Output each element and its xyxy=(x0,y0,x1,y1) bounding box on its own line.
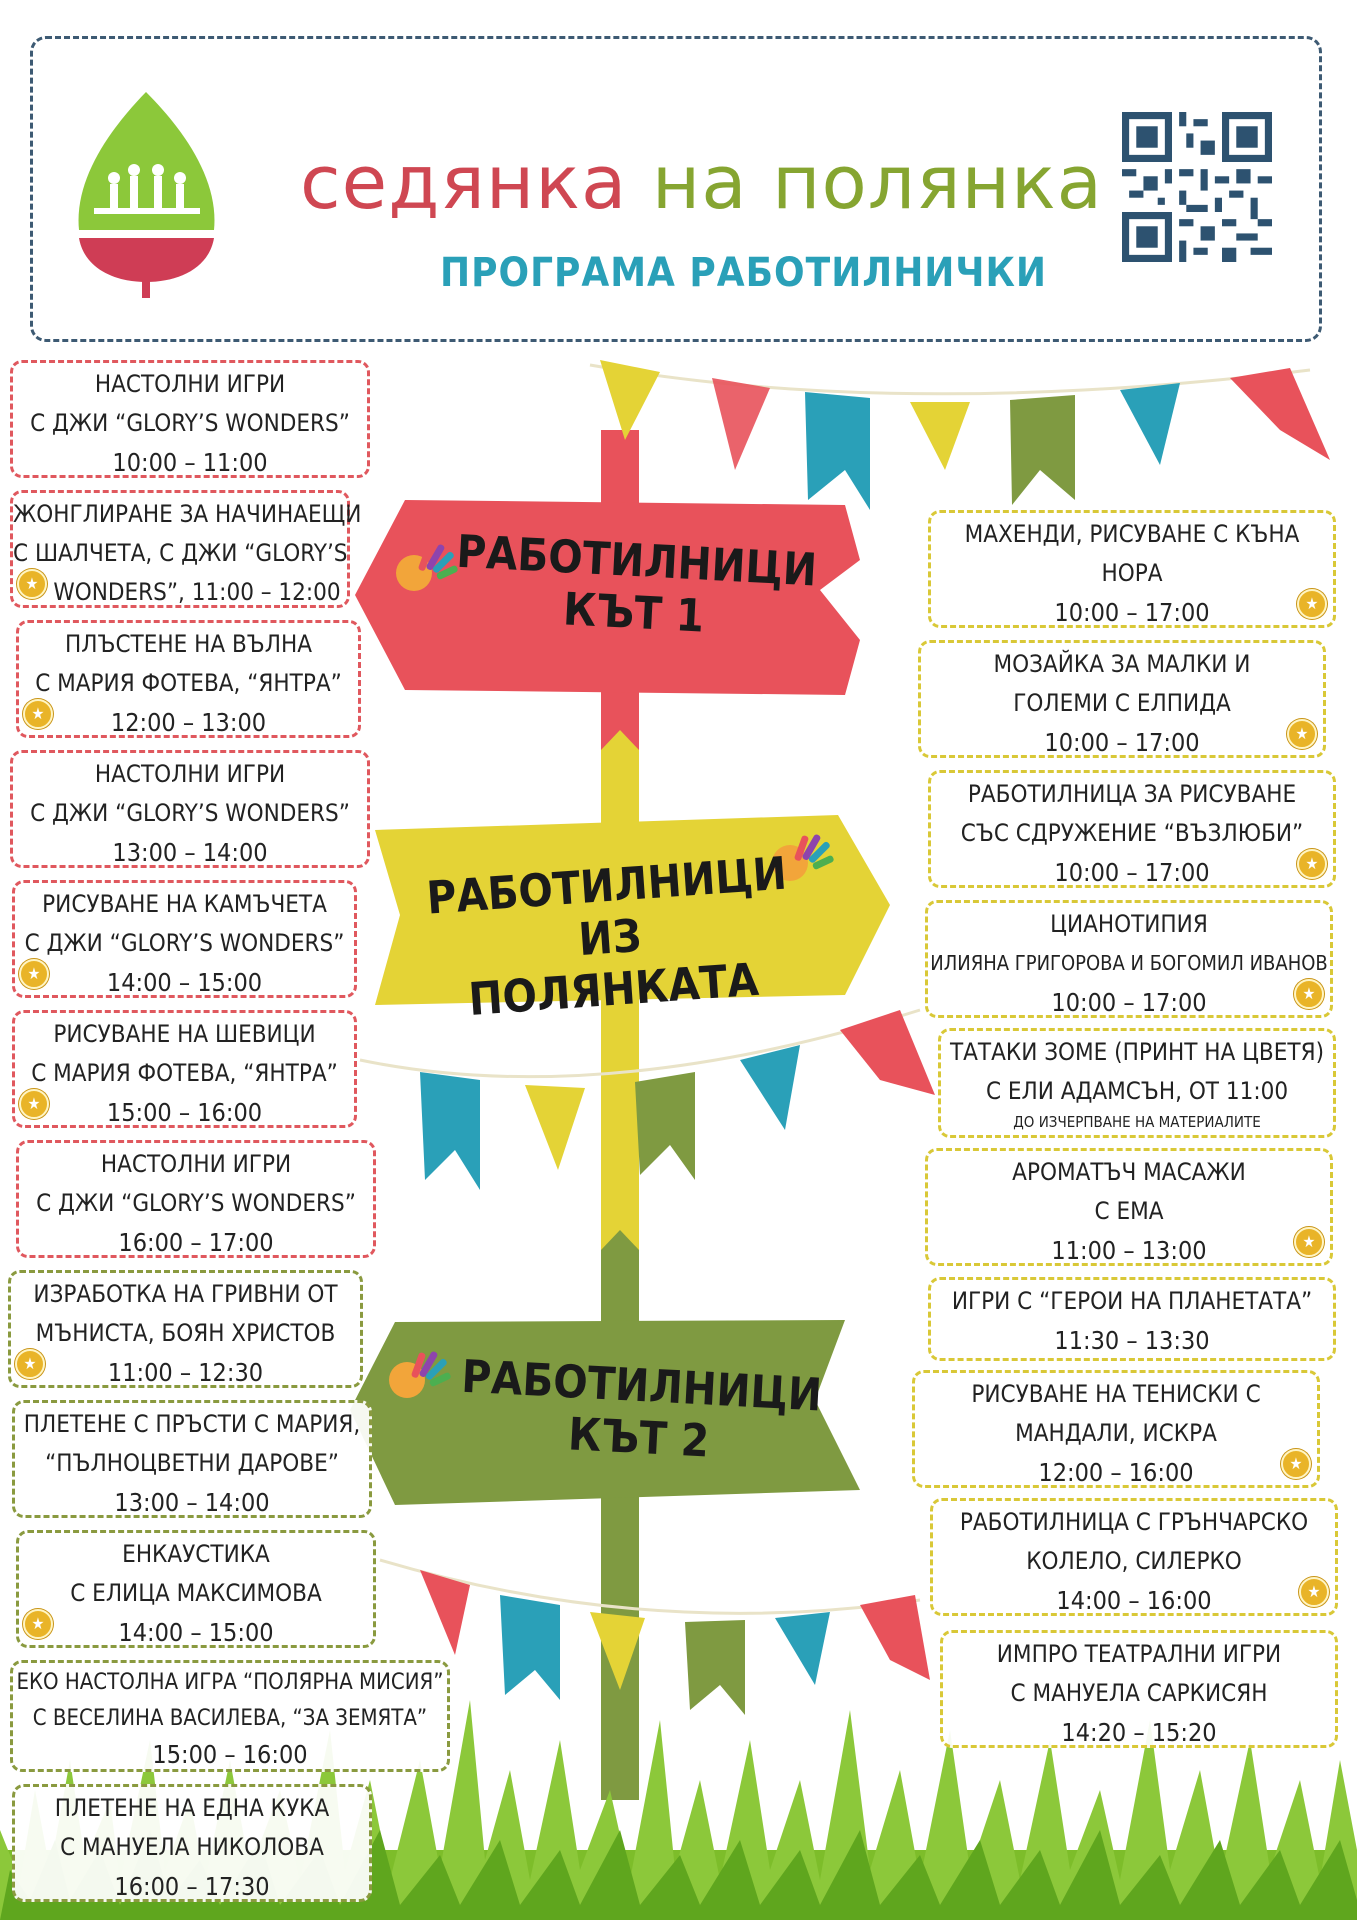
card-line: НОРА xyxy=(1101,559,1163,587)
card-time: 11:30 – 13:30 xyxy=(1054,1326,1210,1355)
workshop-card xyxy=(10,750,370,868)
workshop-card xyxy=(12,1784,372,1902)
workshop-card xyxy=(8,1270,363,1388)
star-icon: ★ xyxy=(17,569,47,599)
workshop-card xyxy=(925,900,1333,1018)
qr-code-icon[interactable] xyxy=(1122,112,1272,262)
workshop-card xyxy=(940,1630,1338,1748)
workshop-card xyxy=(928,1277,1336,1361)
card-time: 13:00 – 14:00 xyxy=(114,1488,270,1517)
card-line: ИМПРО ТЕАТРАЛНИ ИГРИ xyxy=(996,1640,1282,1668)
workshop-card xyxy=(918,640,1326,758)
signpost-pole-green xyxy=(601,1230,639,1800)
workshop-card xyxy=(912,1370,1320,1488)
star-icon: ★ xyxy=(23,1609,53,1639)
star-icon: ★ xyxy=(1294,979,1324,1009)
workshop-card xyxy=(12,1010,357,1128)
bunting-lower xyxy=(420,1570,930,1715)
card-line: С ЕЛИЦА МАКСИМОВА xyxy=(70,1579,322,1607)
card-line: РАБОТИЛНИЦА ЗА РИСУВАНЕ xyxy=(967,780,1297,808)
sign-corner-1 xyxy=(453,526,818,649)
workshop-card xyxy=(16,1140,376,1258)
card-line: КОЛЕЛО, СИЛЕРКО xyxy=(1026,1547,1242,1575)
card-line: АРОМАТЪЧ МАСАЖИ xyxy=(1012,1158,1246,1186)
card-time: 13:00 – 14:00 xyxy=(112,838,268,867)
sign-meadow xyxy=(425,848,795,1029)
star-icon: ★ xyxy=(1299,1577,1329,1607)
card-line: С ДЖИ “GLORY’S WONDERS” xyxy=(36,1189,356,1217)
card-note: ДО ИЗЧЕРПВАНЕ НА МАТЕРИАЛИТЕ xyxy=(1013,1113,1261,1131)
card-time: 10:00 – 17:00 xyxy=(1054,598,1210,627)
card-line: ПЛЕТЕНЕ НА ЕДНА КУКА xyxy=(54,1794,330,1822)
card-line: ПЛЕТЕНЕ С ПРЪСТИ С МАРИЯ, xyxy=(23,1410,361,1438)
program-subtitle: ПРОГРАМА РАБОТИЛНИЧКИ xyxy=(440,250,1048,296)
card-line: С ДЖИ “GLORY’S WONDERS” xyxy=(30,409,350,437)
card-line: ЖОНГЛИРАНЕ ЗА НАЧИНАЕЩИ xyxy=(13,500,362,528)
card-line: МАНДАЛИ, ИСКРА xyxy=(1015,1419,1217,1447)
workshop-card xyxy=(930,1498,1338,1616)
card-line: РИСУВАНЕ НА КАМЪЧЕТА xyxy=(42,890,327,918)
card-time: 12:00 – 13:00 xyxy=(110,708,267,737)
workshop-card xyxy=(928,770,1336,888)
card-line: ИЗРАБОТКА НА ГРИВНИ ОТ xyxy=(33,1280,338,1308)
card-line: ТАТАКИ ЗОМЕ (ПРИНТ НА ЦВЕТЯ) xyxy=(949,1038,1324,1066)
workshop-card xyxy=(928,510,1336,628)
card-time: 10:00 – 11:00 xyxy=(112,448,268,477)
workshop-card xyxy=(16,1530,376,1648)
card-line: НАСТОЛНИ ИГРИ xyxy=(94,760,286,788)
card-line: ПЛЪСТЕНЕ НА ВЪЛНА xyxy=(64,630,312,658)
bunting-middle xyxy=(420,1010,935,1190)
card-line: С ЕМА xyxy=(1094,1197,1164,1225)
sign-line: РАБОТИЛНИЦИ xyxy=(455,524,819,597)
sign-line: РАБОТИЛНИЦИ xyxy=(460,1349,824,1422)
card-time: 11:00 – 13:00 xyxy=(1051,1236,1207,1265)
card-line: С ШАЛЧЕТА, С ДЖИ “GLORY’S xyxy=(13,539,348,567)
workshop-card xyxy=(16,620,361,738)
title-word-2: на полянка xyxy=(651,140,1104,226)
card-line: WONDERS”, 11:00 – 12:00 xyxy=(53,578,341,606)
title-word-1: седянка xyxy=(300,140,628,226)
card-line: С ДЖИ “GLORY’S WONDERS” xyxy=(30,799,350,827)
card-time: 15:00 – 16:00 xyxy=(106,1098,263,1127)
card-line: С МАНУЕЛА САРКИСЯН xyxy=(1010,1679,1268,1707)
event-title xyxy=(300,140,1103,226)
card-line: МАХЕНДИ, РИСУВАНЕ С КЪНА xyxy=(964,520,1300,548)
card-time: 14:00 – 15:00 xyxy=(118,1618,274,1647)
workshop-card xyxy=(10,490,362,608)
card-line: ИГРИ С “ГЕРОИ НА ПЛАНЕТАТА” xyxy=(951,1287,1313,1315)
sign-line: КЪТ 2 xyxy=(566,1407,711,1468)
workshop-card xyxy=(925,1148,1333,1266)
card-time: 10:00 – 17:00 xyxy=(1051,988,1207,1017)
card-line: СЪС СДРУЖЕНИЕ “ВЪЗЛЮБИ” xyxy=(960,819,1304,847)
star-icon: ★ xyxy=(19,1089,49,1119)
sign-line: КЪТ 1 xyxy=(561,582,706,643)
card-line: МЪНИСТА, БОЯН ХРИСТОВ xyxy=(35,1319,336,1347)
card-line: РИСУВАНЕ НА ТЕНИСКИ С xyxy=(971,1380,1261,1408)
card-time: 12:00 – 16:00 xyxy=(1038,1458,1194,1487)
card-line: С МАРИЯ ФОТЕВА, “ЯНТРА” xyxy=(31,1059,338,1087)
star-icon: ★ xyxy=(1287,719,1317,749)
workshop-card xyxy=(938,1028,1336,1138)
star-icon: ★ xyxy=(1281,1449,1311,1479)
workshop-card xyxy=(10,1660,450,1772)
card-line: ГОЛЕМИ С ЕЛПИДА xyxy=(1013,689,1231,717)
workshop-card xyxy=(12,880,357,998)
card-line: С ЕЛИ АДАМСЪН, ОТ 11:00 xyxy=(985,1077,1289,1105)
card-time: 10:00 – 17:00 xyxy=(1044,728,1200,757)
card-time: 15:00 – 16:00 xyxy=(152,1740,308,1769)
card-line: “ПЪЛНОЦВЕТНИ ДАРОВЕ” xyxy=(45,1449,339,1477)
card-line: ИЛИЯНА ГРИГОРОВА И БОГОМИЛ ИВАНОВ xyxy=(930,951,1328,975)
workshop-card xyxy=(12,1400,372,1518)
card-line: С МАРИЯ ФОТЕВА, “ЯНТРА” xyxy=(35,669,342,697)
sign-line: РАБОТИЛНИЦИ xyxy=(424,846,789,925)
leaf-logo-icon xyxy=(74,90,224,300)
star-icon: ★ xyxy=(1297,849,1327,879)
card-line: МОЗАЙКА ЗА МАЛКИ И xyxy=(993,650,1251,678)
card-line: С ДЖИ “GLORY’S WONDERS” xyxy=(24,929,345,957)
card-time: 10:00 – 17:00 xyxy=(1054,858,1210,887)
card-line: ЕНКАУСТИКА xyxy=(122,1540,270,1568)
card-line: НАСТОЛНИ ИГРИ xyxy=(94,370,286,398)
card-time: 16:00 – 17:00 xyxy=(118,1228,274,1257)
star-icon: ★ xyxy=(1297,589,1327,619)
card-time: 16:00 – 17:30 xyxy=(114,1872,270,1901)
card-line: РАБОТИЛНИЦА С ГРЪНЧАРСКО xyxy=(959,1508,1309,1536)
workshop-card xyxy=(10,360,370,478)
star-icon: ★ xyxy=(23,699,53,729)
card-time: 14:00 – 15:00 xyxy=(106,968,263,997)
card-line: ЦИАНОТИПИЯ xyxy=(1050,910,1208,938)
card-time: 14:00 – 16:00 xyxy=(1056,1586,1212,1615)
sign-corner-2 xyxy=(458,1351,823,1474)
card-line: РИСУВАНЕ НА ШЕВИЦИ xyxy=(53,1020,316,1048)
card-line: НАСТОЛНИ ИГРИ xyxy=(100,1150,292,1178)
star-icon: ★ xyxy=(15,1349,45,1379)
star-icon: ★ xyxy=(19,959,49,989)
card-time: 11:00 – 12:30 xyxy=(107,1358,264,1387)
card-line: С ВЕСЕЛИНА ВАСИЛЕВА, “ЗА ЗЕМЯТА” xyxy=(32,1706,428,1731)
card-line: С МАНУЕЛА НИКОЛОВА xyxy=(60,1833,324,1861)
card-line: ЕКО НАСТОЛНА ИГРА “ПОЛЯРНА МИСИЯ” xyxy=(16,1670,444,1695)
bunting-string-top xyxy=(590,365,1310,394)
sign-line: ИЗ ПОЛЯНКАТА xyxy=(466,908,761,1026)
card-time: 14:20 – 15:20 xyxy=(1061,1718,1217,1747)
star-icon: ★ xyxy=(1294,1227,1324,1257)
